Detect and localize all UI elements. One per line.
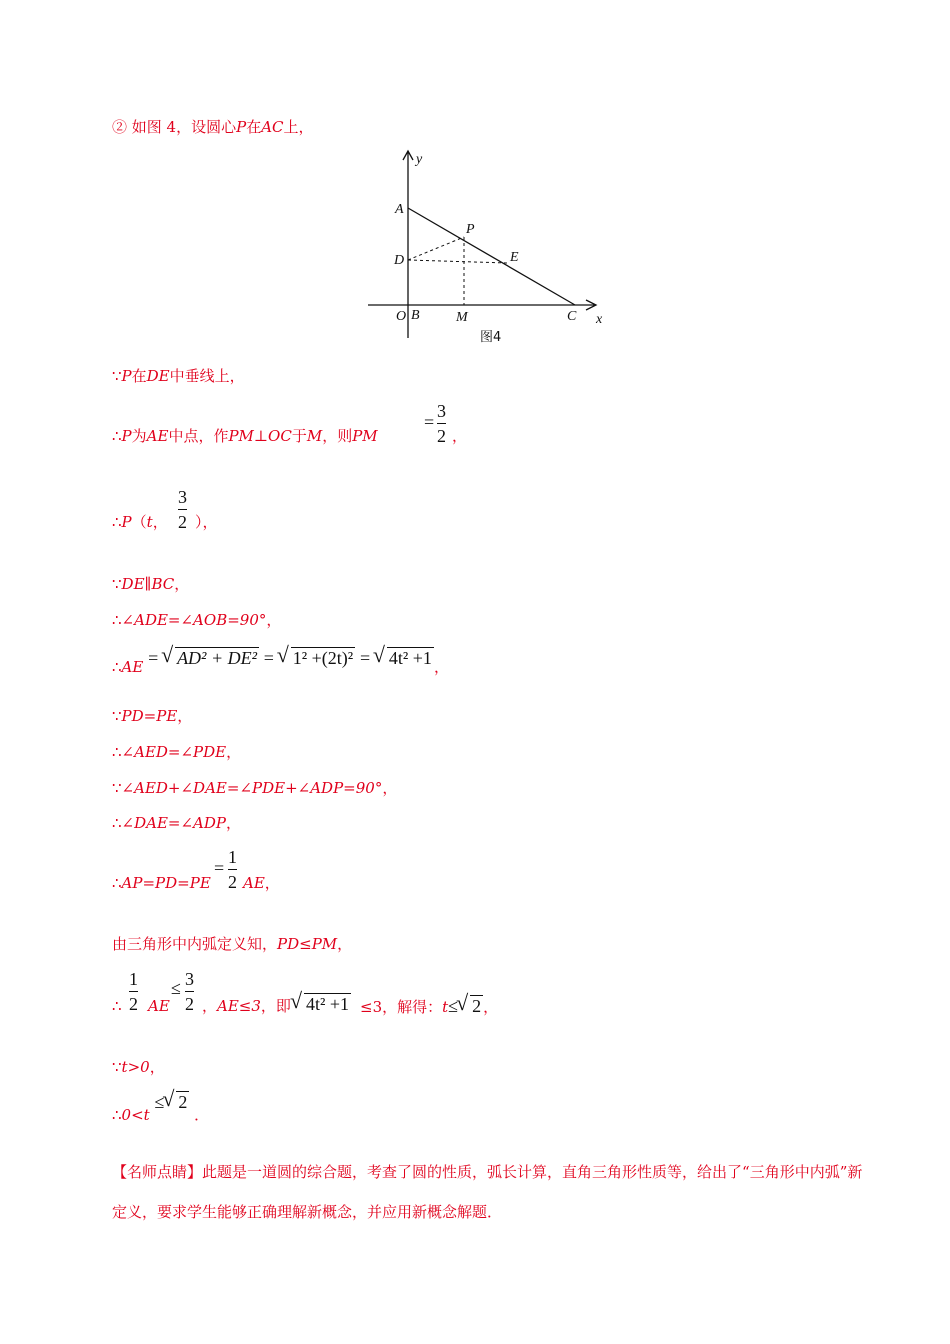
point-p-label: P	[466, 222, 475, 237]
line-13: 由三角形中内弧定义知，PD≤PM，	[112, 935, 353, 953]
line-12: ∴AP=PD=PE = 1 2 AE，	[112, 847, 280, 892]
y-axis-label: y	[416, 152, 423, 167]
sqrt-2-b: √ 2	[164, 1092, 189, 1112]
point-m-label: M	[456, 310, 468, 325]
point-a-label: A	[395, 202, 404, 217]
fraction-3-2-b: 3 2	[178, 487, 187, 532]
fraction-half: 1 2	[129, 969, 138, 1014]
fraction-3-2: 3 2	[437, 401, 446, 446]
line-11: ∴∠DAE=∠ADP，	[112, 814, 242, 832]
x-axis-label: x	[596, 312, 603, 327]
point-c-label: C	[567, 309, 577, 324]
point-e-label: E	[510, 250, 519, 265]
point-o-label: O	[396, 309, 407, 324]
line-4: ∴P（t， 3 2 ），	[112, 487, 218, 532]
sqrt-2: √ 2	[458, 996, 483, 1016]
line-7: ∴AE = √ AD² + DE² = √ 1² +(2t)² = √ 4t² +1 ，	[112, 648, 449, 669]
point-b-label: B	[411, 308, 420, 323]
sqrt-4t-1: √ 4t² +1	[375, 648, 434, 668]
line-9: ∴∠AED=∠PDE，	[112, 743, 242, 761]
fraction-1-2: 1 2	[228, 847, 237, 892]
point-d-label: D	[394, 253, 405, 268]
line-1: ② 如图 4，设圆心P在AC上，	[112, 118, 314, 136]
line-14: ∴ 1 2 AE ≤ 3 2 ，AE≤3，即 √ 4t² +1 ≤3，解得：t≤√ 2 ，	[112, 968, 122, 988]
line-16: ∴0<t ≤√ 2 ．	[112, 1092, 209, 1113]
figure-4	[360, 146, 610, 346]
teacher-tip	[112, 1152, 872, 1232]
line-5: ∵DE∥BC，	[112, 575, 190, 593]
tip-body: 此题是一道圆的综合题，考查了圆的性质，弧长计算，直角三角形性质等，给出了“三角形中内弧”新定义，要求学生能够正确理解新概念，并应用新概念解题．	[112, 1163, 863, 1221]
line-3: ∴P为AE中点，作PM⊥OC于M，则PM = 3 2 ，	[112, 401, 468, 446]
fraction-three-half: 3 2	[185, 969, 194, 1014]
sqrt-1-2t: √ 1² +(2t)²	[279, 648, 355, 668]
sqrt-4t-1-b: √ 4t² +1	[292, 994, 351, 1014]
line-15: ∵t>0，	[112, 1058, 165, 1076]
line-8: ∵PD=PE，	[112, 707, 193, 725]
line-6: ∴∠ADE=∠AOB=90°，	[112, 611, 282, 629]
line-10: ∵∠AED+∠DAE=∠PDE+∠ADP=90°，	[112, 779, 398, 797]
line-2: ∵P在DE中垂线上，	[112, 367, 245, 385]
figure-caption: 图4	[480, 330, 502, 345]
sqrt-ad-de: √ AD² + DE²	[163, 648, 259, 668]
tip-tag: 【名师点睛】	[112, 1163, 203, 1181]
